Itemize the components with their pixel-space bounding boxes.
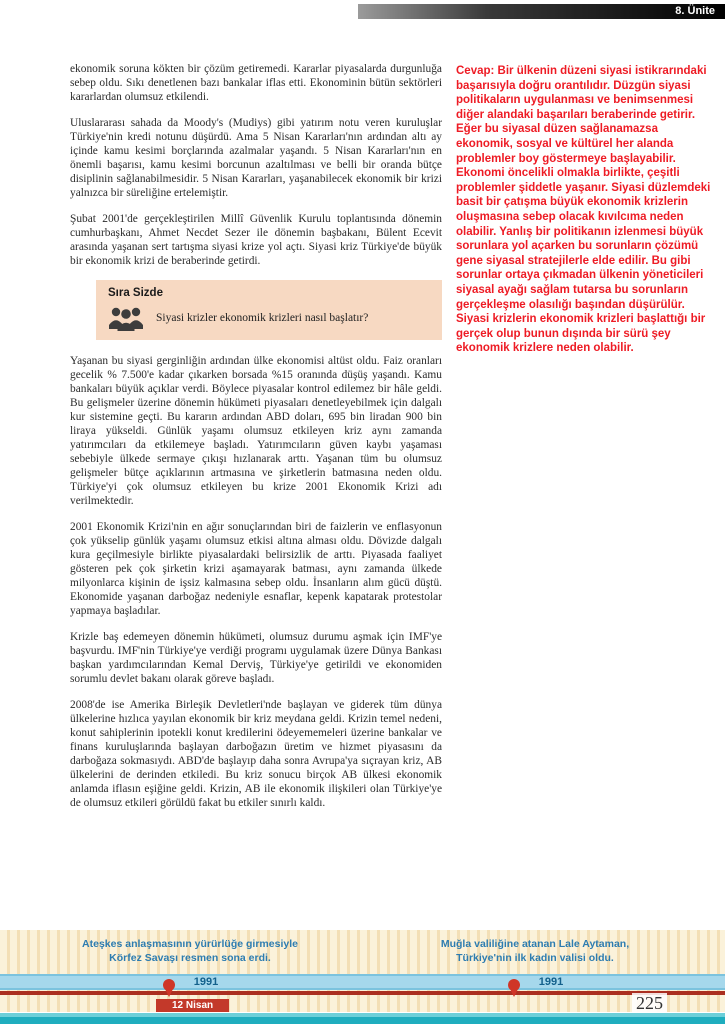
paragraph: ekonomik soruna kökten bir çözüm getiremedi. Kararlar piyasalarda durgunluğa sebep oldu. Sıkı denetlenen bazı bankalar iflas etti. Ekonominin bütün sektörleri kararlardan olumsuz etkilendi. <box>70 63 442 103</box>
answer-note-text: Cevap: Bir ülkenin düzeni siyasi istikrarındaki başarısıyla doğru orantılıdır. Düzgün siyasi politikaların uygulanması ve benimsenmesi diğer alandaki başarıları beraberinde getirir. Eğer bu siyasal düzen sağlanamazsa ekonomik, sosyal ve kültürel her alanda problemler boy göstermeye başlayabilir. Ekonomi öncelikli olmakla birlikte, çeşitli problemler şiddetle yaşanır. Siyasi düzlemdeki basit bir çatışma büyük ekonomik krizlerin oluşmasına sebep olacak kıvılcıma neden olabilir. Yanlış bir politikanın izlenmesi büyük sorunlara yol açarken bu sorunların çözümü gene siyasal stratejilerle elde edilir. Bu gibi sorunlar ortaya çıkmadan ülkenin yöneticileri siyasal ayağı sağlam tutarsa bu sorunların gerçekleşme olasılığı başından düşürülür. Siyasi krizlerin ekonomik krizleri başlattığı bir gerçek olup bunun dışında bir sürü şey ekonomik krizlere neden olabilir. <box>456 65 711 355</box>
timeline-event-text: Ateşkes anlaşmasının yürürlüğe girmesiyle <box>82 938 298 950</box>
bottom-accent-bar <box>0 1013 725 1024</box>
sira-sizde-label: Sıra Sizde <box>108 287 163 299</box>
map-pin-icon <box>163 979 175 991</box>
timeline-date-badge: 12 Nisan <box>156 999 229 1012</box>
timeline-year: 1991 <box>193 976 219 988</box>
people-group-icon <box>108 304 144 332</box>
paragraph: Yaşanan bu siyasi gerginliğin ardından ülke ekonomisi altüst oldu. Faiz oranları gecelik % 7.500'e kadar çıkarken borsada %15 oranında düşüş yaşandı. Kamu bankaları büyük açıklar verdi. Böylece piyasalar kontrol edilemez bir hâle geldi. Bu gelişmeler üzerine dönemin hükümeti piyasaları denetleyebilmek için dalgalı kur sistemine geçti. Bu kararın ardından ABD doları, 695 bin liradan 900 bin liraya yükseldi. Günlük yaşamı olumsuz etkileyen kriz aynı zamanda yatırımcıları da etkilemeye başladı. Yatırımcıların güven kaybı yaşaması sebebiyle ülkede sermaye çıkışı hızlanarak arttı. Yaşanan tüm bu olumsuz gelişmeler bütçe açıklarının artmasına ve şirketlerin batmasına neden oldu. Türkiye'yi çok olumsuz etkileyen bu krize 2001 Ekonomik Krizi adı verilmektedir. <box>70 355 442 507</box>
unit-header-bar <box>358 4 725 19</box>
timeline-event-text: Muğla valiliğine atanan Lale Aytaman, <box>440 938 630 950</box>
main-text-column <box>70 62 442 822</box>
paragraph: Krizle baş edemeyen dönemin hükümeti, olumsuz durumu aşmak için IMF'ye başvurdu. IMF'nin Türkiye'ye verdiği programı uygulamak üzere Dünya Bankası başkan yardımcılarından Kemal Derviş, Türkiye'ye getirildi ve ekonomiden sorumlu devlet bakanı olarak göreve başladı. <box>70 631 442 685</box>
timeline-event <box>385 937 685 965</box>
timeline-axis-line <box>0 991 725 995</box>
page-number: 225 <box>632 993 667 1014</box>
timeline-event-text: Körfez Savaşı resmen sona erdi. <box>109 952 271 964</box>
paragraph: 2001 Ekonomik Krizi'nin en ağır sonuçlarından biri de faizlerin ve enflasyonun çok yükselip günlük yaşamı olumsuz etkisi altına alması oldu. Dövizde dalgalı kura geçilmesiyle birlikte piyasalardaki belirsizlik de arttı. Piyasada faaliyet gösteren pek çok şirketin krizi aşamayarak batması, aynı zamanda ülkede milyonlarca kişinin de işsiz kalmasına sebep oldu. İnsanların alım gücü düştü. Ekonomide yaşanan darboğaz nedeniyle esnaflar, kepenk kapatarak protestolar yapmaya başladılar. <box>70 521 442 617</box>
answer-note-column <box>456 64 718 356</box>
map-pin-icon <box>508 979 520 991</box>
paragraph: Uluslararası sahada da Moody's (Mudiys) gibi yatırım notu veren kuruluşlar Türkiye'nin kredi notunu düşürdü. Ama 5 Nisan Kararları'nın ardından altı ay içinde kamu kesimi borçlarında azalmalar yaşandı. 5 Nisan Kararları'nın en önemli başarısı, kamu kesimi borcunun azaltılması ve belli bir oranda bütçe disiplinin sağlanabilmesidir. 5 Nisan Kararları, yaşanabilecek ekonomik bir krizi yalnızca bir süreliğine ertelemiştir. <box>70 117 442 199</box>
timeline-year-band <box>0 974 725 990</box>
paragraph: Şubat 2001'de gerçekleştirilen Millî Güvenlik Kurulu toplantısında dönemin cumhurbaşkanı, Ahmet Necdet Sezer ile dönemin başbakanı, Bülent Ecevit arasında yaşanan sert tartışma siyasi krize yol açtı. Siyasi kriz Türkiye'de büyük bir ekonomik krizi de beraberinde getirdi. <box>70 213 442 267</box>
timeline-section <box>0 930 725 1012</box>
timeline-event <box>50 937 330 965</box>
paragraph: 2008'de ise Amerika Birleşik Devletleri'nde başlayan ve giderek tüm dünya ülkelerine hızlıca yayılan ekonomik bir kriz meydana geldi. Krizin temel nedeni, konut sahiplerinin ipotekli konut kredilerini ödeyememeleri üzerine bankalar ve finans kuruluşlarında başlayan darboğazın üretim ve hizmet piyasasını da darboğaza sokmasıydı. ABD'de başlayıp daha sonra Avrupa'ya sıçrayan kriz, AB ülkelerini de derinden etkiledi. Bu kriz sonucu birçok AB ülkesi ekonomik anlamda iflasın eşiğine geldi. Krizin, AB ile ekonomik ilişkileri olan Türkiye'ye de olumsuz etkileri görüldü fakat bu etkiler sınırlı kaldı. <box>70 699 442 809</box>
sira-sizde-box <box>96 280 442 340</box>
sira-sizde-content <box>108 304 432 332</box>
sira-sizde-question: Siyasi krizler ekonomik krizleri nasıl başlatır? <box>156 312 369 324</box>
timeline-year: 1991 <box>538 976 564 988</box>
unit-label: 8. Ünite <box>675 5 715 17</box>
timeline-event-text: Türkiye'nin ilk kadın valisi oldu. <box>456 952 614 964</box>
